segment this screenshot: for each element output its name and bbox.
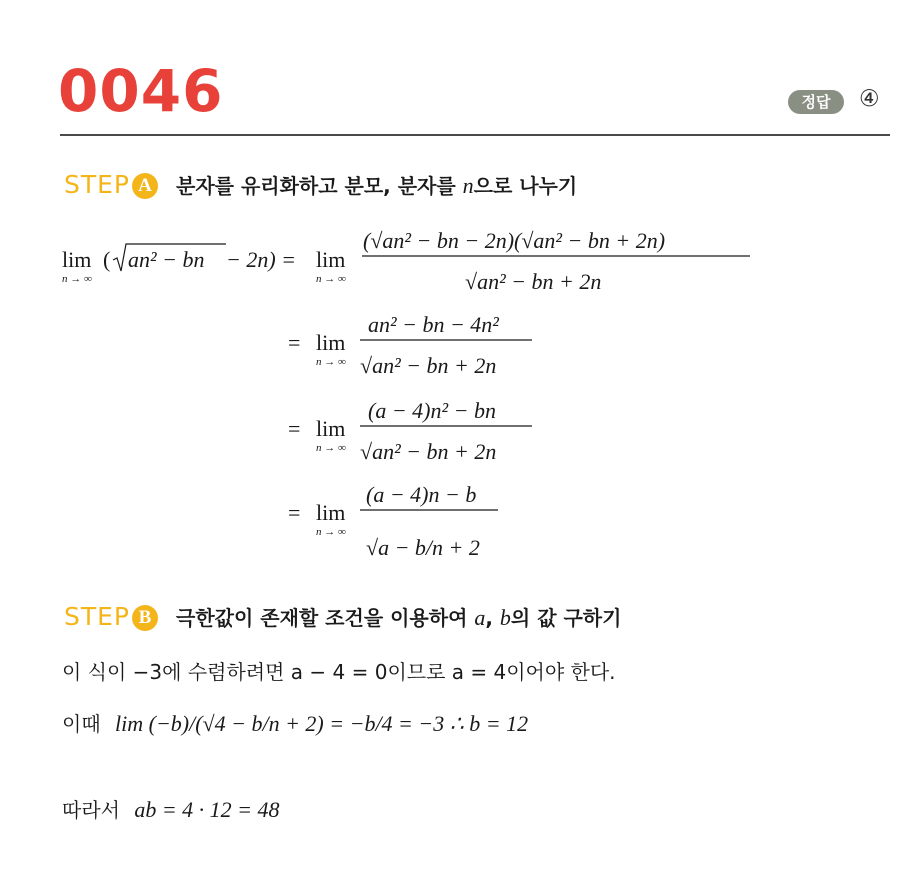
- lim-sub-2: n → ∞: [316, 273, 346, 285]
- step-b-heading: [64, 602, 621, 631]
- line-2-prefix: 이때: [62, 712, 101, 736]
- step-b-title-sep: ,: [485, 606, 500, 630]
- e2-numerator: an² − bn − 4n²: [368, 312, 499, 337]
- explanation-line-2: [62, 708, 528, 737]
- lim-4: lim: [316, 416, 346, 441]
- e1-lhs-rest: − 2n) =: [226, 247, 297, 272]
- answer-badge: 정답: [788, 90, 844, 114]
- e3-denominator: √an² − bn + 2n: [360, 439, 497, 464]
- e3-numerator: (a − 4)n² − bn: [368, 398, 496, 423]
- lim-5: lim: [316, 500, 346, 525]
- line-3-prefix: 따라서: [62, 798, 120, 822]
- step-a-title-text: 분자를 유리화하고 분모, 분자를: [176, 174, 463, 198]
- explanation-line-3: [62, 794, 280, 823]
- e1-denominator: √an² − bn + 2n: [465, 269, 602, 294]
- step-a-letter-badge: A: [132, 173, 158, 199]
- lim-sub-4: n → ∞: [316, 442, 346, 454]
- lim-sub-5: n → ∞: [316, 526, 346, 538]
- step-b-title: [176, 606, 621, 630]
- step-b-title-text: 극한값이 존재할 조건을 이용하여: [176, 606, 475, 630]
- lim-1: lim: [62, 247, 92, 272]
- e1-numerator: (√an² − bn − 2n)(√an² − bn + 2n): [363, 228, 666, 253]
- step-b-title-var-a: a: [474, 605, 486, 630]
- lim-sub-1: n → ∞: [62, 273, 92, 285]
- eq-2: =: [288, 330, 301, 355]
- step-a-title-suffix: 으로 나누기: [473, 174, 578, 198]
- step-b-label: STEP: [64, 602, 131, 631]
- lim-2: lim: [316, 247, 346, 272]
- step-b-title-suffix: 의 값 구하기: [510, 606, 622, 630]
- eq-4: =: [288, 500, 301, 525]
- e4-numerator: (a − 4)n − b: [366, 482, 477, 507]
- lim-3: lim: [316, 330, 346, 355]
- step-b-letter-badge: B: [132, 605, 158, 631]
- e1-lhs-open: (: [103, 247, 111, 272]
- problem-number: 0046: [58, 57, 224, 125]
- line-3-math: ab = 4 · 12 = 48: [134, 797, 280, 822]
- step-a-title-var: n: [462, 173, 474, 198]
- answer-value: ④: [859, 86, 880, 112]
- explanation-line-1: 이 식이 −3에 수렴하려면 a − 4 = 0이므로 a = 4이어야 한다.: [62, 660, 616, 684]
- e4-denominator: √a − b/n + 2: [366, 535, 480, 560]
- lim-sub-3: n → ∞: [316, 356, 346, 368]
- e1-lhs-radicand: an² − bn: [128, 247, 205, 272]
- step-b-title-var-b: b: [499, 605, 511, 630]
- line-2-math: lim (−b)/(√4 − b/n + 2) = −b/4 = −3 ∴ b = 12: [115, 711, 529, 736]
- e2-denominator: √an² − bn + 2n: [360, 353, 497, 378]
- eq-3: =: [288, 416, 301, 441]
- step-a-label: STEP: [64, 170, 131, 199]
